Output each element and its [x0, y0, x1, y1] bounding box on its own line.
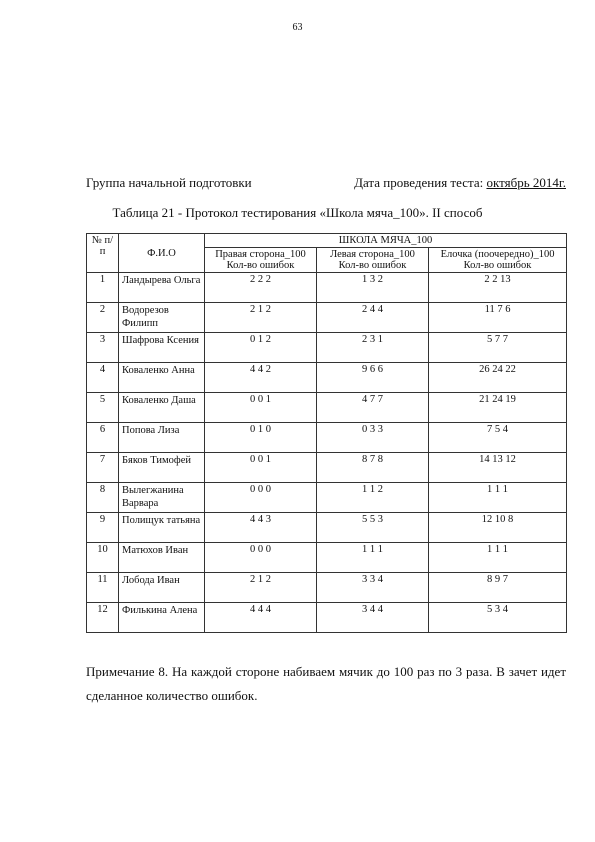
row-name: Лобода Иван [119, 573, 205, 603]
table-row [87, 393, 567, 423]
header-left: Левая сторона_100 Кол-во ошибок [317, 248, 429, 273]
row-right-errors: 0 0 0 [205, 483, 317, 513]
row-name: Коваленко Анна [119, 363, 205, 393]
row-number: 7 [87, 453, 119, 483]
row-name: Матюхов Иван [119, 543, 205, 573]
row-name: Водорезов Филипп [119, 303, 205, 333]
table-row [87, 573, 567, 603]
table-row [87, 483, 567, 513]
row-right-errors: 4 4 4 [205, 603, 317, 633]
row-number: 6 [87, 423, 119, 453]
table-row [87, 333, 567, 363]
row-right-errors: 2 1 2 [205, 573, 317, 603]
row-tree-errors: 7 5 4 [429, 423, 567, 453]
table-row [87, 513, 567, 543]
row-tree-errors: 26 24 22 [429, 363, 567, 393]
row-number: 9 [87, 513, 119, 543]
row-left-errors: 5 5 3 [317, 513, 429, 543]
row-name: Полищук татьяна [119, 513, 205, 543]
table-row [87, 543, 567, 573]
date-value: октябрь 2014г. [486, 175, 566, 190]
row-number: 2 [87, 303, 119, 333]
row-left-errors: 8 7 8 [317, 453, 429, 483]
date-label: Дата проведения теста: [354, 175, 487, 190]
row-left-errors: 2 4 4 [317, 303, 429, 333]
header-num: № п/п [87, 234, 119, 273]
row-left-errors: 3 3 4 [317, 573, 429, 603]
row-right-errors: 4 4 3 [205, 513, 317, 543]
row-right-errors: 2 1 2 [205, 303, 317, 333]
row-left-errors: 1 3 2 [317, 273, 429, 303]
table-row [87, 453, 567, 483]
row-tree-errors: 12 10 8 [429, 513, 567, 543]
row-right-errors: 0 0 0 [205, 543, 317, 573]
row-tree-errors: 2 2 13 [429, 273, 567, 303]
row-tree-errors: 21 24 19 [429, 393, 567, 423]
row-left-errors: 0 3 3 [317, 423, 429, 453]
table-row [87, 273, 567, 303]
row-name: Бяков Тимофей [119, 453, 205, 483]
header-name: Ф.И.О [119, 234, 205, 273]
row-right-errors: 4 4 2 [205, 363, 317, 393]
row-number: 12 [87, 603, 119, 633]
row-right-errors: 2 2 2 [205, 273, 317, 303]
page-number: 63 [292, 22, 303, 33]
table-row [87, 363, 567, 393]
row-right-errors: 0 1 2 [205, 333, 317, 363]
row-left-errors: 9 6 6 [317, 363, 429, 393]
row-tree-errors: 5 3 4 [429, 603, 567, 633]
row-left-errors: 1 1 1 [317, 543, 429, 573]
row-right-errors: 0 1 0 [205, 423, 317, 453]
row-name: Коваленко Даша [119, 393, 205, 423]
row-tree-errors: 1 1 1 [429, 483, 567, 513]
row-number: 3 [87, 333, 119, 363]
protocol-table [86, 233, 567, 633]
row-number: 8 [87, 483, 119, 513]
row-tree-errors: 1 1 1 [429, 543, 567, 573]
row-right-errors: 0 0 1 [205, 453, 317, 483]
row-name: Попова Лиза [119, 423, 205, 453]
row-number: 11 [87, 573, 119, 603]
row-number: 10 [87, 543, 119, 573]
row-name: Вылегжанина Варвара [119, 483, 205, 513]
row-left-errors: 4 7 7 [317, 393, 429, 423]
row-number: 1 [87, 273, 119, 303]
row-tree-errors: 14 13 12 [429, 453, 567, 483]
row-tree-errors: 11 7 6 [429, 303, 567, 333]
group-label: Группа начальной подготовки [86, 175, 252, 190]
test-date [354, 175, 566, 191]
table-row [87, 303, 567, 333]
row-number: 5 [87, 393, 119, 423]
header-tree: Елочка (поочередно)_100 Кол-во ошибок [429, 248, 567, 273]
table-row [87, 603, 567, 633]
row-right-errors: 0 0 1 [205, 393, 317, 423]
header-right: Правая сторона_100 Кол-во ошибок [205, 248, 317, 273]
row-left-errors: 2 3 1 [317, 333, 429, 363]
row-left-errors: 3 4 4 [317, 603, 429, 633]
row-left-errors: 1 1 2 [317, 483, 429, 513]
row-number: 4 [87, 363, 119, 393]
table-caption: Таблица 21 - Протокол тестирования «Школа мяча_100». II способ [112, 205, 483, 220]
row-name: Шафрова Ксения [119, 333, 205, 363]
row-tree-errors: 8 9 7 [429, 573, 567, 603]
table-row [87, 423, 567, 453]
row-name: Филькина Алена [119, 603, 205, 633]
row-tree-errors: 5 7 7 [429, 333, 567, 363]
row-name: Ландырева Ольга [119, 273, 205, 303]
header-group: ШКОЛА МЯЧА_100 [205, 234, 567, 248]
note-text: Примечание 8. На каждой стороне набиваем мячик до 100 раз по 3 раза. В зачет идет сделанное количество ошибок. [86, 664, 566, 703]
